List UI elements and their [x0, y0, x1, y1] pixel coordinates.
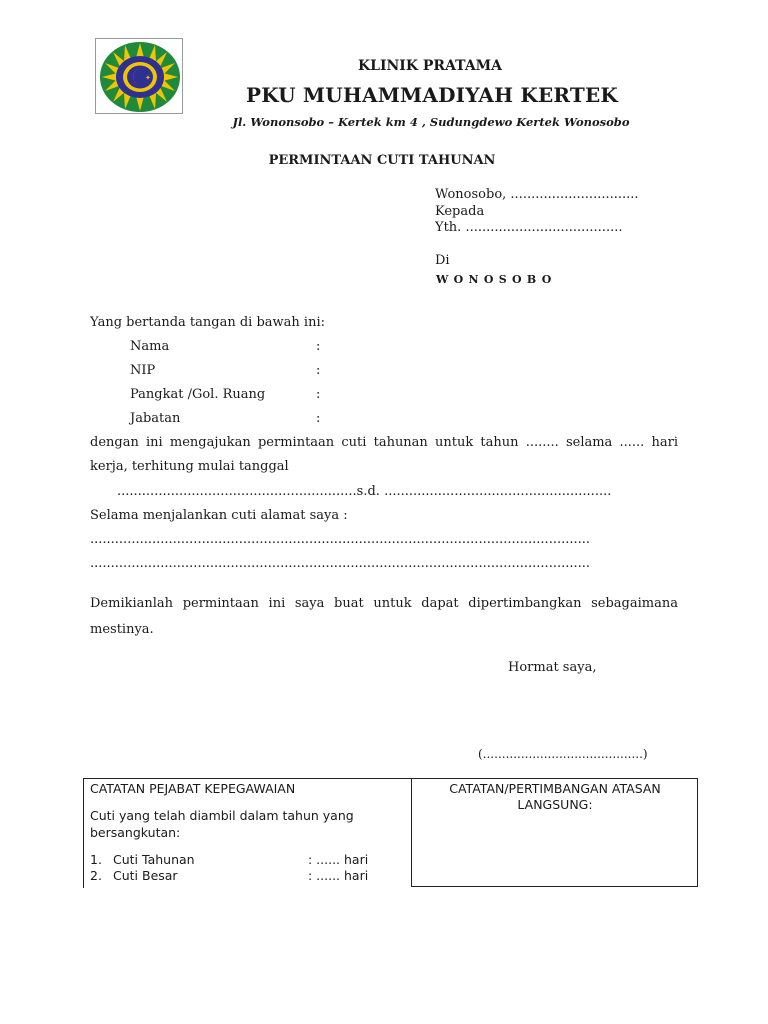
closing-line-2: mestinya. [90, 622, 154, 637]
clinic-type: KLINIK PRATAMA [357, 58, 503, 74]
leave-item-label: Cuti Besar [113, 868, 178, 883]
address-intro: Selama menjalankan cuti alamat saya : [90, 508, 348, 523]
leave-item-label: Cuti Tahunan [113, 852, 195, 867]
svg-text:✦: ✦ [145, 74, 151, 82]
field-sep: : [316, 339, 321, 354]
signature-name-placeholder: (..........................................) [478, 747, 648, 761]
leave-item-num: 1. [90, 852, 102, 867]
address-line-2: ......................................................................................................................... [90, 556, 591, 571]
city-name: WONOSOBO [436, 273, 557, 286]
address-line-1: ......................................................................................................................... [90, 532, 591, 547]
closing-line-1: Demikianlah permintaan ini saya buat untuk dapat dipertimbangkan sebagaimana [90, 596, 678, 611]
request-line-1: dengan ini mengajukan permintaan cuti tahunan untuk tahun ........ selama ...... hari [90, 435, 678, 450]
intro-text: Yang bertanda tangan di bawah ini: [90, 315, 325, 330]
personnel-notes-title: CATATAN PEJABAT KEPEGAWAIAN [90, 781, 296, 796]
request-line-2: kerja, terhitung mulai tanggal [90, 459, 289, 474]
supervisor-notes-title-1: CATATAN/PERTIMBANGAN ATASAN [449, 781, 661, 796]
personnel-notes-text-1: Cuti yang telah diambil dalam tahun yang [90, 808, 354, 823]
field-label-jabatan: Jabatan [130, 411, 181, 426]
date-range: ..........................................................s.d. ....................................................... [117, 484, 612, 499]
clinic-address: Jl. Wononsobo – Kertek km 4 , Sudungdewo Kertek Wonosobo [232, 115, 630, 129]
yth-line: Yth. ...................................... [435, 220, 623, 235]
di-label: Di [435, 253, 450, 268]
leave-item-num: 2. [90, 868, 102, 883]
clinic-name: PKU MUHAMMADIYAH KERTEK [246, 83, 618, 107]
signature-greeting: Hormat saya, [508, 660, 597, 675]
leave-item-value: : ...... hari [308, 868, 369, 883]
field-sep: : [316, 387, 321, 402]
field-sep: : [316, 363, 321, 378]
kepada-label: Kepada [435, 204, 485, 219]
field-label-pangkat: Pangkat /Gol. Ruang [130, 387, 266, 402]
field-label-nama: Nama [130, 339, 170, 354]
personnel-notes-text-2: bersangkutan: [90, 825, 181, 840]
supervisor-notes-title-2: LANGSUNG: [517, 797, 593, 812]
document-title: PERMINTAAN CUTI TAHUNAN [268, 153, 496, 168]
field-label-nip: NIP [130, 363, 156, 378]
leave-item-value: : ...... hari [308, 852, 369, 867]
place-date: Wonosobo, ............................... [435, 187, 639, 202]
field-sep: : [316, 411, 321, 426]
